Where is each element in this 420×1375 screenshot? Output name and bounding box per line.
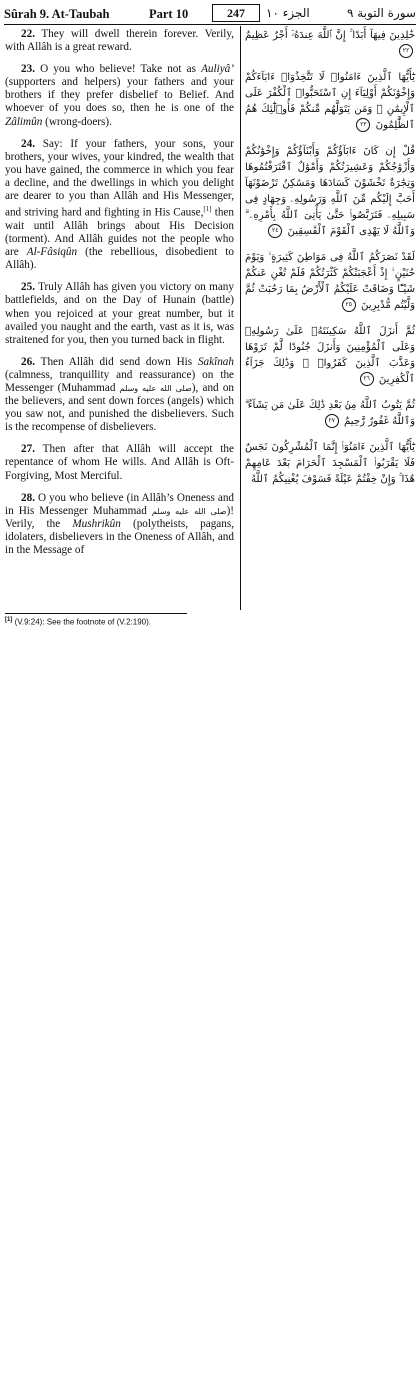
- verse-number: 25.: [21, 281, 35, 294]
- arabic-column: [245, 28, 415, 498]
- verse-23: [5, 63, 234, 128]
- verse-text: O you who believe! Take not as: [40, 63, 202, 76]
- verse-text: ), and on the believers, and sent down forces (angels) which you saw not, and punished the disbelievers. Such is the recompense of disbelievers.: [5, 381, 235, 434]
- verse-italic: Zâlimûn: [5, 115, 43, 128]
- verse-text: )! Verily, the: [5, 504, 235, 530]
- verse-italic: Mushrikûn: [72, 517, 121, 530]
- salutation-arabic: صلى الله عليه وسلم: [151, 506, 227, 516]
- arabic-ayah-27: [245, 398, 415, 430]
- verse-text: Then Allâh did send down His: [40, 355, 198, 368]
- column-divider: [240, 26, 241, 610]
- verse-27: [5, 443, 234, 482]
- verse-text: (the rebellious, disobedient to Allâh).: [5, 246, 234, 272]
- footnote: [5, 617, 151, 627]
- ayah-number-marker: ٢٢: [399, 44, 413, 58]
- verse-italic: Sakînah: [197, 355, 234, 368]
- arabic-text: قُلْ إِن كَانَ ءَابَآؤُكُمْ وَأَبْنَآؤُكُمْ وَإِخْوَٰنُكُمْ وَأَزْوَٰجُكُمْ وَعَشِيرَتُكُمْ وَأَمْوَٰلٌ ٱقْتَرَفْتُمُوهَا وَتِجَٰرَةٌ تَخْشَوْنَ كَسَادَهَا وَمَسَٰكِنُ تَرْضَوْنَهَآ أَحَبَّ إِلَيْكُم مِّنَ ٱللَّهِ وَرَسُولِهِۦ وَجِهَادٍ فِى سَبِيلِهِۦ فَتَرَبَّصُوا۟ حَتَّىٰ يَأْتِىَ ٱللَّهُ بِأَمْرِهِۦ ۗ وَٱللَّهُ لَا يَهْدِى ٱلْقَوْمَ ٱلْفَٰسِقِينَ: [245, 146, 415, 237]
- arabic-ayah-22: [245, 28, 415, 60]
- arabic-text: خَٰلِدِينَ فِيهَآ أَبَدًا ۚ إِنَّ ٱللَّهَ عِندَهُۥٓ أَجْرٌ عَظِيمٌ: [245, 30, 415, 41]
- verse-28: [5, 492, 234, 557]
- footnote-mark[interactable]: [1]: [203, 205, 212, 214]
- verse-text: (wrong-doers).: [42, 115, 112, 128]
- juz-arabic: الجزء ١٠: [266, 6, 310, 20]
- verse-text: Then after that Allâh will accept the repentance of whom He wills. And Allâh is Oft-Forgiving, Most Merciful.: [5, 443, 234, 482]
- arabic-text: لَقَدْ نَصَرَكُمُ ٱللَّهُ فِى مَوَاطِنَ كَثِيرَةٍ ۙ وَيَوْمَ حُنَيْنٍ ۙ إِذْ أَعْجَبَتْكُمْ كَثْرَتُكُمْ فَلَمْ تُغْنِ عَنكُمْ شَيْـًٔا وَضَاقَتْ عَلَيْكُمُ ٱلْأَرْضُ بِمَا رَحُبَتْ ثُمَّ وَلَّيْتُم مُّدْبِرِينَ: [245, 252, 415, 311]
- arabic-text: ثُمَّ أَنزَلَ ٱللَّهُ سَكِينَتَهُۥ عَلَىٰ رَسُولِهِۦ وَعَلَى ٱلْمُؤْمِنِينَ وَأَنزَلَ جُنُودًا لَّمْ تَرَوْهَا وَعَذَّبَ ٱلَّذِينَ كَفَرُوا۟ ۚ وَذَٰلِكَ جَزَآءُ ٱلْكَٰفِرِينَ: [245, 326, 415, 385]
- verse-22: [5, 28, 234, 54]
- header-rule: [4, 24, 416, 25]
- verse-25: [5, 281, 234, 346]
- arabic-text: يَٰٓأَيُّهَا ٱلَّذِينَ ءَامَنُوٓا۟ إِنَّمَا ٱلْمُشْرِكُونَ نَجَسٌ فَلَا يَقْرَبُوا۟ ٱلْمَسْجِدَ ٱلْحَرَامَ بَعْدَ عَامِهِمْ هَٰذَا ۚ وَإِنْ خِفْتُمْ عَيْلَةً فَسَوْفَ يُغْنِيكُمُ ٱللَّهُ: [245, 442, 415, 485]
- ayah-number-marker: ٢٥: [342, 298, 356, 312]
- verse-text: (supporters and helpers) your fathers and your brothers if they prefer disbelief to Belief. And whoever of you does so, then he is one of the: [5, 76, 234, 115]
- ayah-number-marker: ٢٣: [356, 118, 370, 132]
- verse-text: (calmness, tranquillity and reassurance) on the Messenger (Muhammad: [5, 368, 234, 394]
- arabic-ayah-28: [245, 440, 415, 488]
- arabic-ayah-26: [245, 324, 415, 388]
- verse-number: 28.: [21, 491, 35, 504]
- verse-number: 22.: [21, 28, 35, 40]
- footnote-rule: [5, 613, 187, 614]
- footnote-text: (V.9:24): See the footnote of (V.2:190).: [14, 617, 151, 627]
- ayah-number-marker: ٢٤: [268, 224, 282, 238]
- ayah-number-marker: ٢٧: [325, 414, 339, 428]
- arabic-text: ثُمَّ يَتُوبُ ٱللَّهُ مِنۢ بَعْدِ ذَٰلِكَ عَلَىٰ مَن يَشَآءُ ۗ وَٱللَّهُ غَفُورٌ رَّحِيمٌ: [245, 400, 415, 427]
- verse-24: [5, 138, 234, 273]
- verse-text: They will dwell therein forever. Verily, with Allâh is a great reward.: [5, 28, 234, 54]
- verse-italic: Auliyâ’: [201, 63, 234, 76]
- arabic-text: يَٰٓأَيُّهَا ٱلَّذِينَ ءَامَنُوا۟ لَا تَتَّخِذُوٓا۟ ءَابَآءَكُمْ وَإِخْوَٰنَكُمْ أَوْلِيَآءَ إِنِ ٱسْتَحَبُّوا۟ ٱلْكُفْرَ عَلَى ٱلْإِيمَٰنِ ۚ وَمَن يَتَوَلَّهُم مِّنكُمْ فَأُو۟لَٰٓئِكَ هُمُ ٱلظَّٰلِمُونَ: [245, 72, 415, 131]
- ayah-number-marker: ٢٦: [360, 372, 374, 386]
- verse-text: Say: If your fathers, your sons, your brothers, your wives, your kindred, the wealth that you have gained, the commerce in which you fear a decline, and the dwellings in which you delight are dearer to you than Allâh and His Messenger, and striving hard and fighting in His Cause,: [5, 137, 234, 219]
- verse-number: 27.: [21, 443, 35, 456]
- verse-number: 24.: [21, 137, 35, 150]
- verse-text: then wait until Allâh brings about His Decision (torment). And Allâh guides not the people who are: [5, 206, 234, 259]
- arabic-ayah-24: [245, 144, 415, 240]
- footnote-marker: [1]: [5, 617, 13, 623]
- verse-number: 26.: [21, 355, 35, 368]
- arabic-ayah-23: [245, 70, 415, 134]
- verse-italic: Al-Fâsiqûn: [26, 246, 78, 259]
- verse-text: (polytheists, pagans, idolaters, disbelievers in the Oneness of Allâh, and in the Message of: [5, 517, 234, 557]
- verse-text: O you who believe (in Allâh’s Oneness and in His Messenger Muhammad: [5, 491, 235, 517]
- surah-arabic-title: سورة التوبة ٩: [346, 6, 416, 20]
- verse-text: Truly Allâh has given you victory on many battlefields, and on the Day of Hunain (battle) when you rejoiced at your great number, but it availed you naught and the earth, vast as it is, was straitened for you, then you turned back in flight.: [5, 281, 234, 346]
- salutation-arabic: صلى الله عليه وسلم: [119, 383, 192, 393]
- verse-number: 23.: [21, 63, 35, 76]
- part-label: Part 10: [149, 7, 189, 21]
- english-column: [5, 28, 234, 566]
- arabic-ayah-25: [245, 250, 415, 314]
- surah-title: Sûrah 9. At-Taubah: [4, 7, 110, 21]
- page-number-box: 247: [212, 4, 260, 22]
- verse-26: [5, 356, 234, 435]
